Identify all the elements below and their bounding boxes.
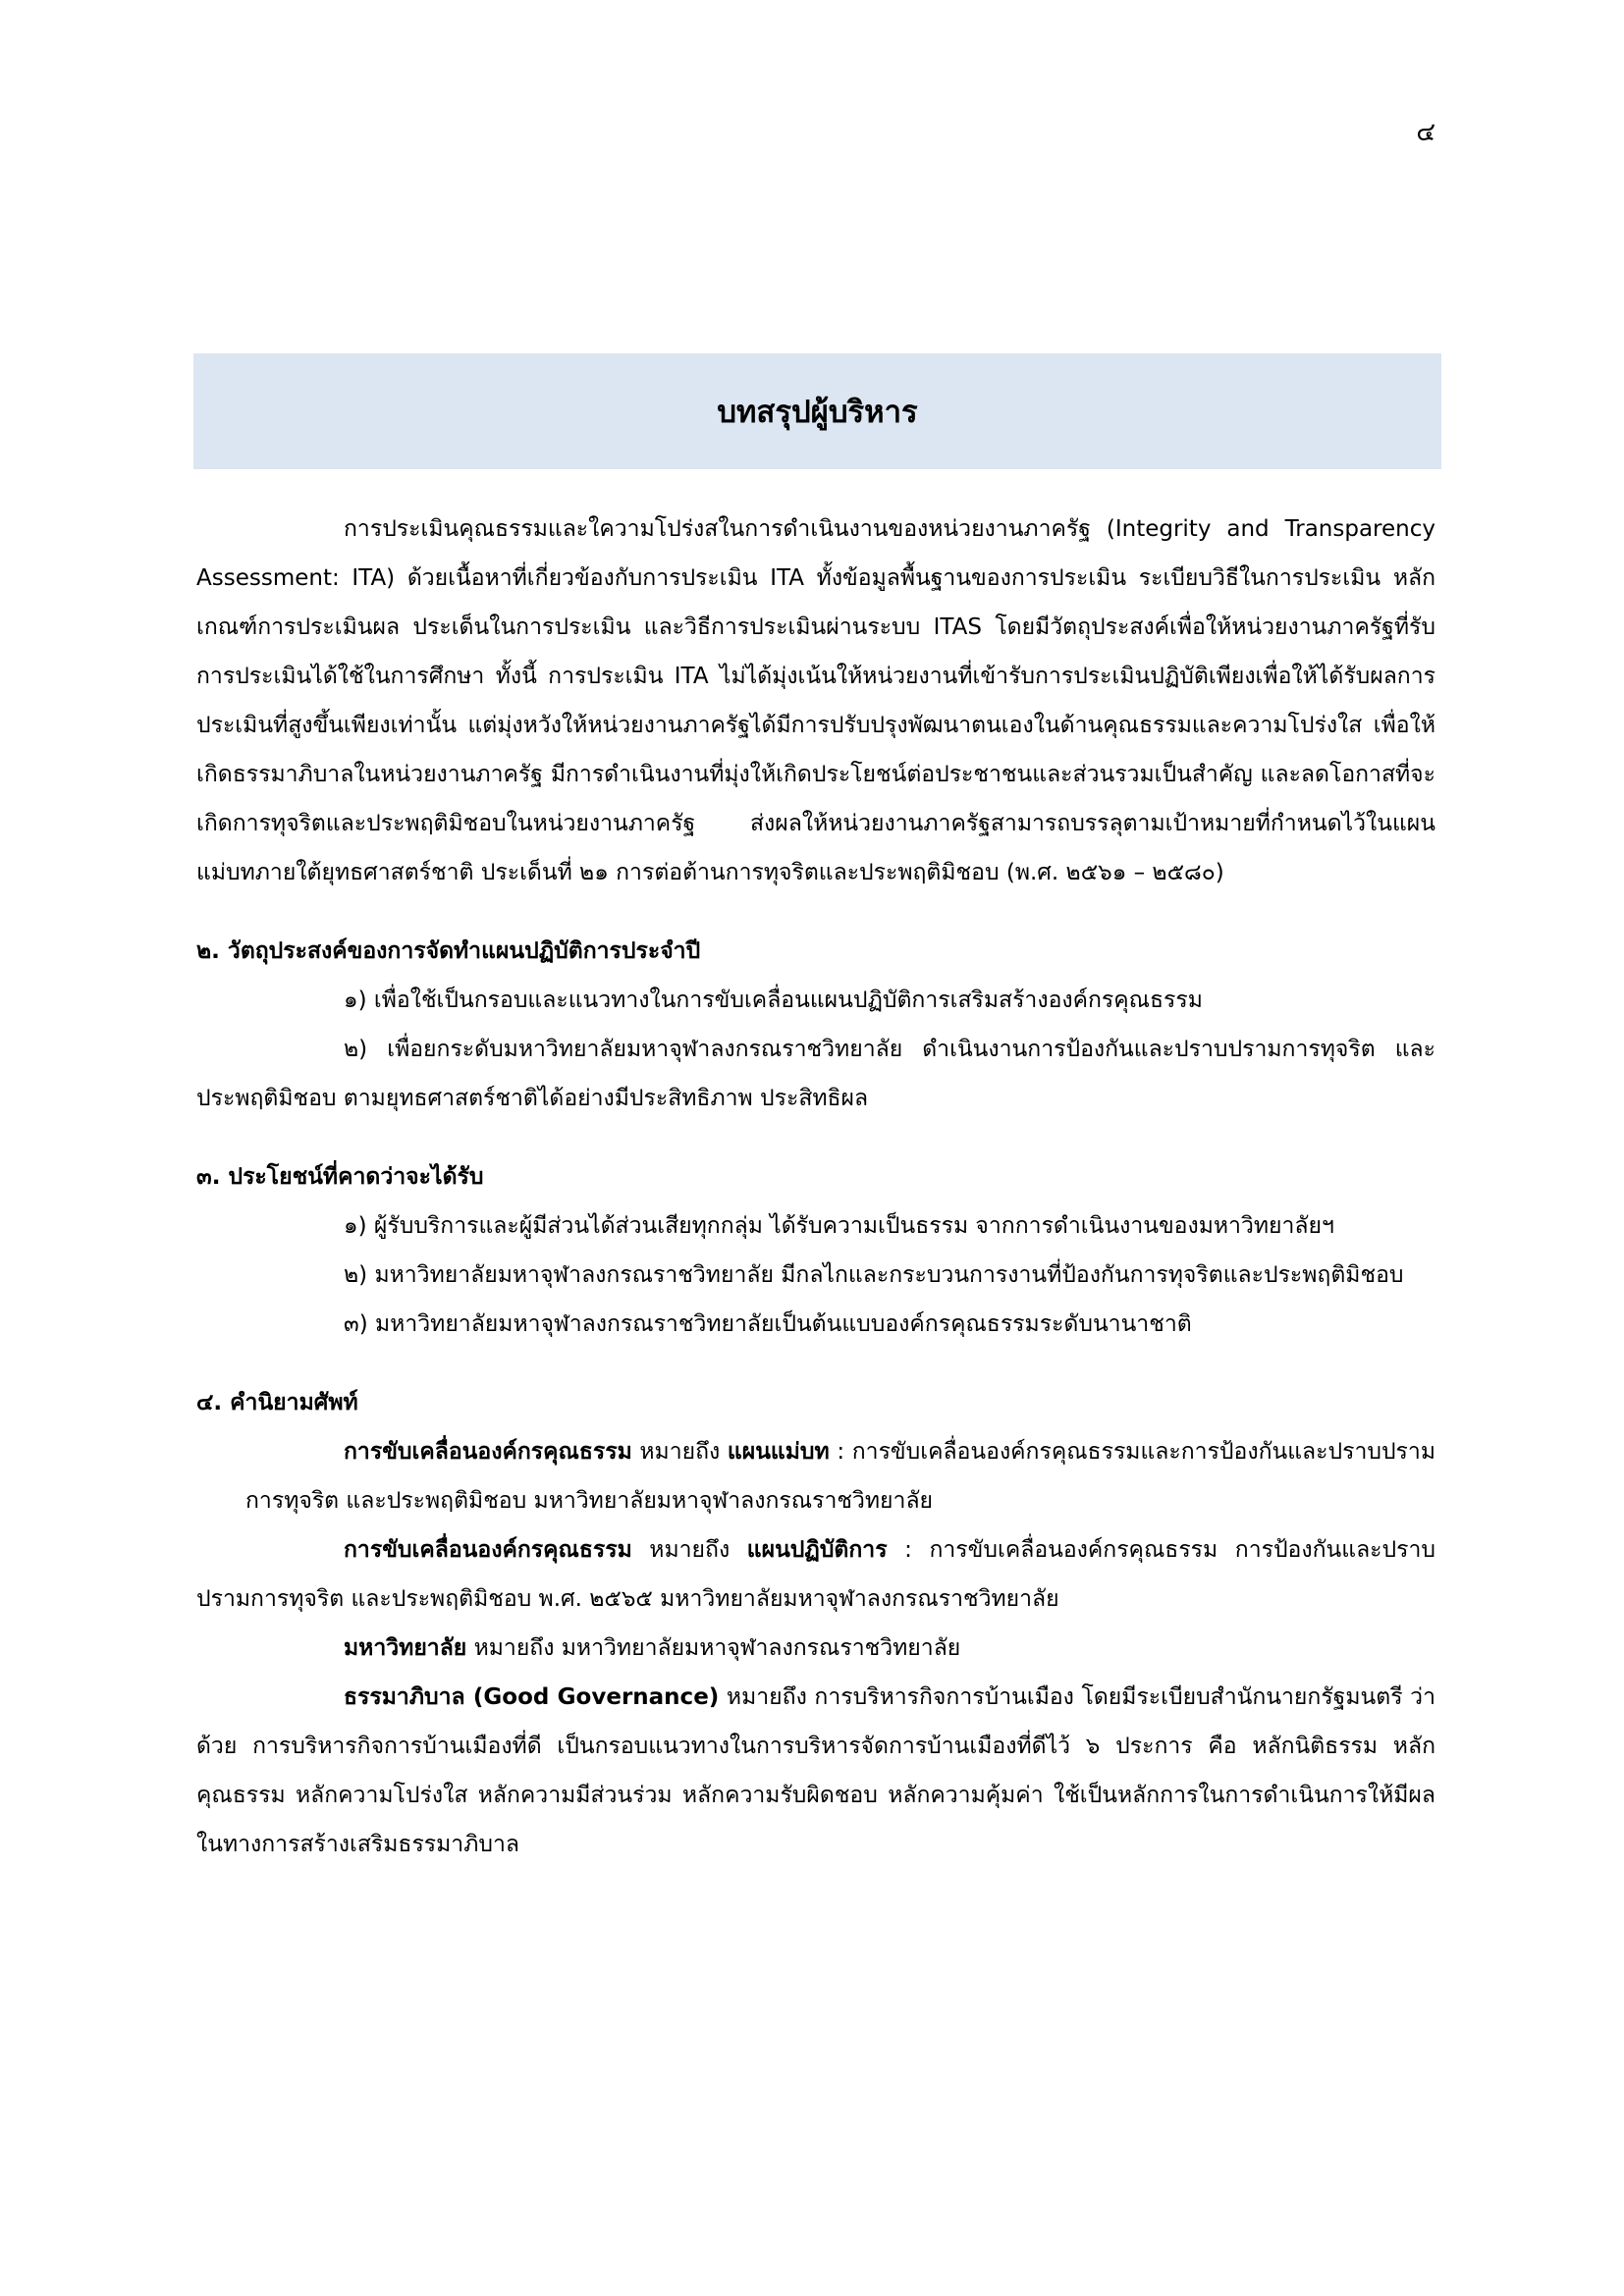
- section-2-item: ๒) เพื่อยกระดับมหาวิทยาลัยมหาจุฬาลงกรณราชวิทยาลัย ดำเนินงานการป้องกันและปราบปรามการทุจริต และประพฤติมิชอบ ตามยุทธศาสตร์ชาติได้อย่างมีประสิทธิภาพ ประสิทธิผล: [196, 1037, 1435, 1111]
- definition-connector: หมายถึง: [631, 1537, 747, 1563]
- section-3-item: ๒) มหาวิทยาลัยมหาจุฬาลงกรณราชวิทยาลัย มีกลไกและกระบวนการงานที่ป้องกันการทุจริตและประพฤติมิชอบ: [344, 1262, 1404, 1288]
- section-2-item: ๑) เพื่อใช้เป็นกรอบและแนวทางในการขับเคลื่อนแผนปฏิบัติการเสริมสร้างองค์กรคุณธรรม: [344, 988, 1203, 1013]
- section-3-item: ๓) มหาวิทยาลัยมหาจุฬาลงกรณราชวิทยาลัยเป็นต้นแบบองค์กรคุณธรรมระดับนานาชาติ: [344, 1311, 1192, 1337]
- definition-university: [196, 1624, 1435, 1673]
- page-number: ๔: [1416, 118, 1435, 147]
- definition-term: มหาวิทยาลัย: [344, 1635, 467, 1661]
- definition-term: การขับเคลื่อนองค์กรคุณธรรม: [344, 1537, 632, 1563]
- definition-term: แผนแม่บท: [727, 1439, 830, 1465]
- definition-master-plan: [196, 1427, 1435, 1525]
- definition-term: แผนปฏิบัติการ: [746, 1537, 888, 1563]
- page-title: บทสรุปผู้บริหาร: [717, 395, 918, 430]
- definition-action-plan: [196, 1525, 1435, 1624]
- section-3-item: ๑) ผู้รับบริการและผู้มีส่วนได้ส่วนเสียทุกกลุ่ม ได้รับความเป็นธรรม จากการดำเนินงานของมหาวิทยาลัยฯ: [344, 1213, 1334, 1239]
- intro-paragraph: การประเมินคุณธรรมและใความโปร่งสในการดำเนินงานของหน่วยงานภาครัฐ (Integrity and Transparency Assessment: ITA) ด้วยเนื้อหาที่เกี่ยวข้องกับการประเมิน ITA ทั้งข้อมูลพื้นฐานของการประเมิน ระเบียบวิธีในการประเมิน หลักเกณฑ์การประเมินผล ประเด็นในการประเมิน และวิธีการประเมินผ่านระบบ ITAS โดยมีวัตถุประสงค์เพื่อให้หน่วยงานภาครัฐที่รับการประเมินได้ใช้ในการศึกษา ทั้งนี้ การประเมิน ITA ไม่ได้มุ่งเน้นให้หน่วยงานที่เข้ารับการประเมินปฏิบัติเพียงเพื่อให้ได้รับผลการประเมินที่สูงขึ้นเพียงเท่านั้น แต่มุ่งหวังให้หน่วยงานภาครัฐได้มีการปรับปรุงพัฒนาตนเองในด้านคุณธรรมและความโปร่งใส เพื่อให้เกิดธรรมาภิบาลในหน่วยงานภาครัฐ มีการดำเนินงานที่มุ่งให้เกิดประโยชน์ต่อประชาชนและส่วนรวมเป็นสำคัญ และลดโอกาสที่จะเกิดการทุจริตและประพฤติมิชอบในหน่วยงานภาครัฐ ส่งผลให้หน่วยงานภาครัฐสามารถบรรลุตามเป้าหมายที่กำหนดไว้ในแผนแม่บทภายใต้ยุทธศาสตร์ชาติ ประเด็นที่ ๒๑ การต่อต้านการทุจริตและประพฤติมิชอบ (พ.ศ. ๒๕๖๑ – ๒๕๘๐): [196, 516, 1435, 885]
- definition-term: ธรรมาภิบาล (Good Governance): [344, 1684, 720, 1710]
- definition-term: การขับเคลื่อนองค์กรคุณธรรม: [344, 1439, 632, 1465]
- section-2-heading: ๒. วัตถุประสงค์ของการจัดทำแผนปฏิบัติการประจำปี: [196, 938, 701, 964]
- definition-connector: หมายถึง: [631, 1439, 728, 1465]
- document-body: [196, 505, 1435, 1869]
- definition-good-governance: [196, 1673, 1435, 1869]
- definition-text: : การขับเคลื่อนองค์กรคุณธรรมและการป้องกันและปราบปรามการทุจริต และประพฤติมิชอบ มหาวิทยาลัยมหาจุฬาลงกรณราชวิทยาลัย: [245, 1439, 1435, 1514]
- definition-text: : การขับเคลื่อนองค์กรคุณธรรม การป้องกันและปราบปรามการทุจริต และประพฤติมิชอบ พ.ศ. ๒๕๖๕ มหาวิทยาลัยมหาจุฬาลงกรณราชวิทยาลัย: [196, 1537, 1435, 1612]
- definition-text: หมายถึง มหาวิทยาลัยมหาจุฬาลงกรณราชวิทยาลัย: [466, 1635, 961, 1661]
- section-3-heading: ๓. ประโยชน์ที่คาดว่าจะได้รับ: [196, 1164, 484, 1190]
- title-banner: [193, 353, 1441, 469]
- section-4-heading: ๔. คำนิยามศัพท์: [196, 1390, 358, 1415]
- definition-text: หมายถึง การบริหารกิจการบ้านเมือง โดยมีระเบียบสำนักนายกรัฐมนตรี ว่าด้วย การบริหารกิจการบ้านเมืองที่ดี เป็นกรอบแนวทางในการบริหารจัดการบ้านเมืองที่ดีไว้ ๖ ประการ คือ หลักนิติธรรม หลักคุณธรรม หลักความโปร่งใส หลักความมีส่วนร่วม หลักความรับผิดชอบ หลักความคุ้มค่า ใช้เป็นหลักการในการดำเนินการให้มีผลในทางการสร้างเสริมธรรมาภิบาล: [196, 1684, 1435, 1857]
